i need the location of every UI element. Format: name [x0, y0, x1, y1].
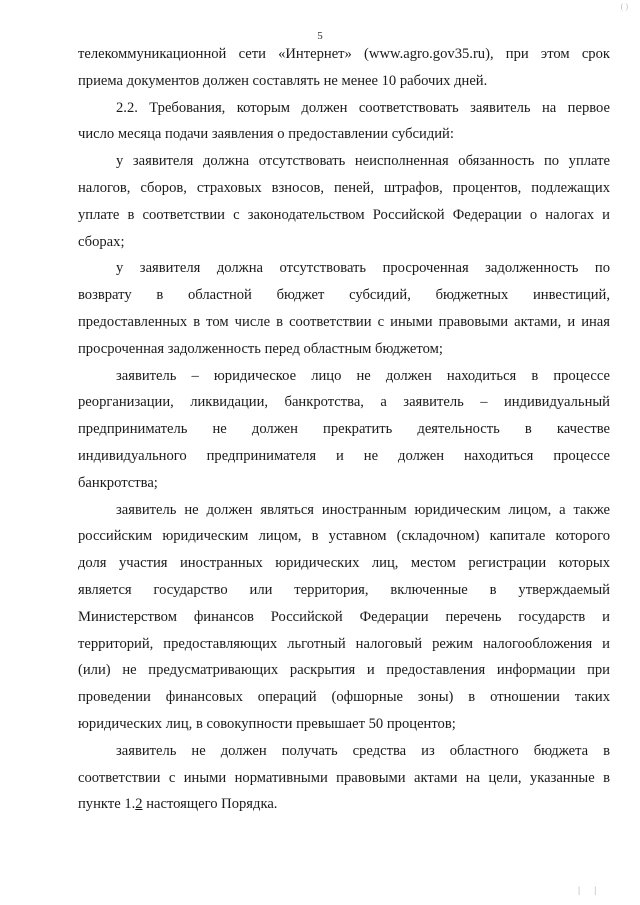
- text-line: налогов, сборов, страховых взносов, пеней, штрафов, процентов, подлежащих: [78, 179, 610, 196]
- text-line: реорганизации, ликвидации, банкротства, а заявитель – индивидуальный: [78, 394, 610, 411]
- paragraph-foreign-entity: [78, 497, 610, 738]
- text-line: предоставленных в том числе в соответствии с иными правовыми актами, и иная: [78, 313, 610, 330]
- paragraph-reorganization: [78, 363, 610, 497]
- paragraph-regional-budget-funds: [78, 738, 610, 818]
- text-line: соответствии с иными нормативными правовыми актами на цели, указанные в: [78, 769, 610, 786]
- text-line: предприниматель не должен прекратить деятельность в качестве: [78, 421, 610, 438]
- corner-mark: ( ): [620, 2, 628, 11]
- text-line: банкротства;: [78, 474, 158, 491]
- text-line: приема документов должен составлять не менее 10 рабочих дней.: [78, 72, 488, 89]
- text-fragment: пункте 1.: [78, 796, 136, 813]
- text-line: территорий, предоставляющих льготный налоговый режим налогообложения и: [78, 635, 610, 652]
- text-line: уплате в соответствии с законодательством Российской Федерации о налогах и: [78, 206, 610, 223]
- text-line: проведении финансовых операций (офшорные зоны) в отношении таких: [78, 689, 610, 706]
- bottom-margin-mark: | |: [578, 885, 602, 895]
- text-line: доля участия иностранных юридических лиц, местом регистрации которых: [78, 555, 610, 572]
- text-line: число месяца подачи заявления о предоставлении субсидий:: [78, 126, 454, 143]
- text-line: Министерством финансов Российской Федерации перечень государств и: [78, 608, 610, 625]
- text-line-final: [78, 791, 610, 818]
- paragraph-intro-continuation: [78, 41, 610, 95]
- paragraph-tax-obligation: [78, 148, 610, 255]
- text-line: юридических лиц, в совокупности превышает 50 процентов;: [78, 715, 456, 732]
- text-line: сборах;: [78, 233, 125, 250]
- page-number: 5: [317, 30, 323, 42]
- text-line: заявитель – юридическое лицо не должен находиться в процессе: [116, 367, 610, 384]
- text-line: является государство или территория, включенные в утверждаемый: [78, 581, 610, 598]
- text-fragment: настоящего Порядка.: [142, 796, 278, 813]
- text-line: просроченная задолженность перед областным бюджетом;: [78, 340, 443, 357]
- text-line: у заявителя должна отсутствовать просроченная задолженность по: [116, 260, 610, 277]
- text-line: заявитель не должен являться иностранным юридическим лицом, а также: [116, 501, 610, 518]
- text-line: (или) не предусматривающих раскрытия и предоставления информации при: [78, 662, 610, 679]
- underlined-reference: 2: [135, 796, 143, 813]
- text-line: телекоммуникационной сети «Интернет» (www.agro.gov35.ru), при этом срок: [78, 46, 610, 62]
- paragraph-overdue-debt: [78, 255, 610, 362]
- document-body: [78, 41, 610, 818]
- text-line: заявитель не должен получать средства из областного бюджета в: [116, 742, 610, 759]
- text-line: индивидуального предпринимателя и не должен находиться процессе: [78, 447, 610, 464]
- text-line: у заявителя должна отсутствовать неисполненная обязанность по уплате: [116, 153, 610, 170]
- text-line: возврату в областной бюджет субсидий, бюджетных инвестиций,: [78, 287, 610, 304]
- text-line: российским юридическим лицом, в уставном (складочном) капитале которого: [78, 528, 610, 545]
- paragraph-requirements-heading: [78, 95, 610, 149]
- text-line: 2.2. Требования, которым должен соответствовать заявитель на первое: [116, 99, 610, 116]
